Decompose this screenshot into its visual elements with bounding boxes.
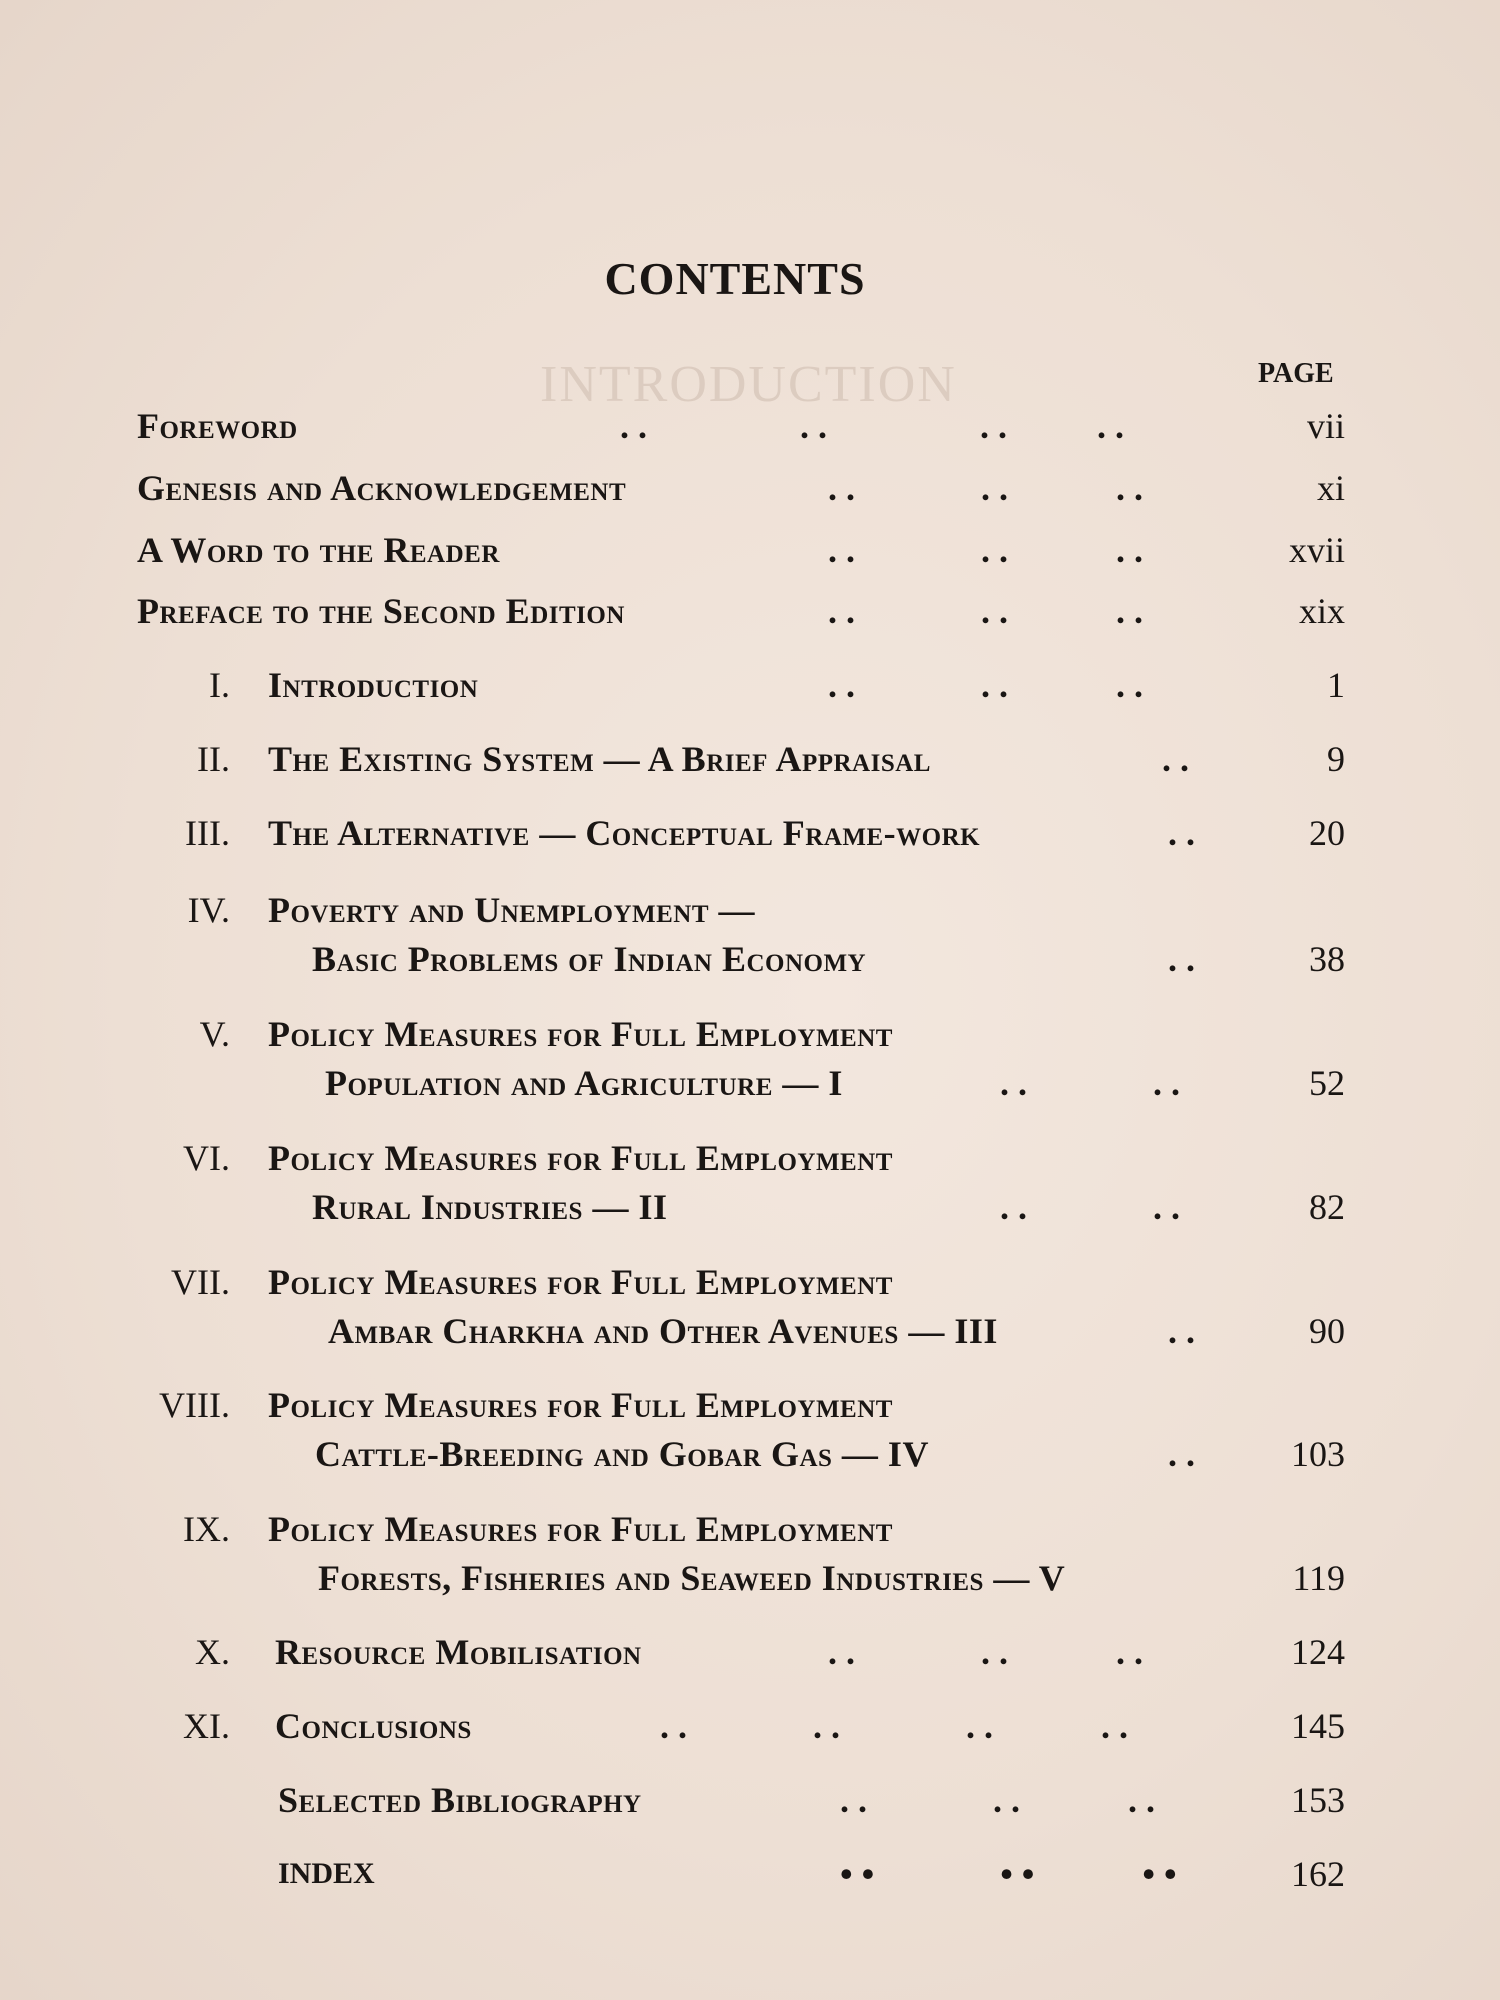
toc-entry-title: Conclusions	[275, 1706, 472, 1746]
toc-entry-continuation	[0, 1557, 1500, 1601]
toc-page-number: 38	[1309, 939, 1345, 979]
toc-page-number: 124	[1291, 1632, 1345, 1672]
toc-entry	[0, 590, 1500, 634]
chapter-number: XI.	[183, 1706, 230, 1746]
leader-dots: . . . . . .	[840, 1780, 1155, 1820]
leader-dots: . .	[1162, 739, 1189, 779]
toc-entry-title: A Word to the Reader	[137, 530, 500, 570]
leader-dots: • • • • • •	[840, 1854, 1177, 1894]
toc-entry-title: Policy Measures for Full Employment	[268, 1262, 893, 1302]
toc-page-number: 145	[1291, 1706, 1345, 1746]
toc-entry-title: Resource Mobilisation	[275, 1632, 642, 1672]
toc-entry-subtitle: Ambar Charkha and Other Avenues — III	[328, 1311, 998, 1351]
toc-page-number: 52	[1309, 1063, 1345, 1103]
toc-entry	[0, 889, 1500, 933]
leader-dots: . .	[1168, 813, 1195, 853]
toc-page-number: 90	[1309, 1311, 1345, 1351]
toc-entry	[0, 405, 1500, 449]
toc-entry-continuation	[0, 1310, 1500, 1354]
toc-entry-subtitle: Forests, Fisheries and Seaweed Industries — V	[318, 1558, 1066, 1598]
toc-page-number: 82	[1309, 1187, 1345, 1227]
toc-entry-continuation	[0, 1186, 1500, 1230]
chapter-number: I.	[209, 665, 230, 705]
toc-page-number: 20	[1309, 813, 1345, 853]
toc-entry-title: Policy Measures for Full Employment	[268, 1138, 893, 1178]
leader-dots: . . . . . .	[828, 530, 1143, 570]
toc-page-number: 9	[1327, 739, 1345, 779]
leader-dots: . . . . . .	[828, 1632, 1143, 1672]
leader-dots: . . . .	[1000, 1063, 1180, 1103]
toc-page-number: xix	[1298, 591, 1345, 631]
toc-entry-continuation	[0, 1062, 1500, 1106]
toc-page-number: 119	[1292, 1558, 1345, 1598]
toc-page-number: 103	[1291, 1434, 1345, 1474]
toc-entry-continuation	[0, 938, 1500, 982]
chapter-number: VIII.	[159, 1385, 230, 1425]
chapter-number: IV.	[187, 890, 230, 930]
leader-dots: . .	[1168, 939, 1195, 979]
toc-entry-title: Policy Measures for Full Employment	[268, 1509, 893, 1549]
toc-entry	[0, 467, 1500, 511]
chapter-number: III.	[185, 813, 230, 853]
toc-entry	[0, 1779, 1500, 1823]
leader-dots: . . . . . . . .	[620, 406, 1124, 446]
toc-entry-title: Foreword	[137, 406, 298, 446]
toc-entry	[0, 1705, 1500, 1749]
leader-dots: . . . . . .	[828, 468, 1143, 508]
toc-entry-title: The Existing System — A Brief Appraisal	[268, 739, 931, 779]
leader-dots: . . . . . .	[828, 591, 1143, 631]
toc-entry-title: Policy Measures for Full Employment	[268, 1014, 893, 1054]
toc-entry	[0, 1508, 1500, 1552]
chapter-number: X.	[195, 1632, 230, 1672]
leader-dots: . .	[1168, 1311, 1195, 1351]
toc-entry	[0, 812, 1500, 856]
chapter-number: II.	[197, 739, 230, 779]
toc-entry	[0, 1013, 1500, 1057]
leader-dots: . . . . . . . .	[660, 1706, 1128, 1746]
toc-entry-continuation	[0, 1433, 1500, 1477]
toc-page-number: xi	[1316, 468, 1345, 508]
toc-entry-title: Genesis and Acknowledgement	[137, 468, 627, 508]
toc-entry	[0, 1853, 1500, 1897]
page-title: CONTENTS	[604, 253, 866, 304]
toc-page-number: 1	[1327, 665, 1345, 705]
toc-page-number: xvii	[1288, 530, 1345, 570]
bleed-through-text: INTRODUCTION	[540, 356, 957, 413]
chapter-number: VI.	[183, 1138, 230, 1178]
chapter-number: IX.	[183, 1509, 230, 1549]
toc-entry-title: Preface to the Second Edition	[137, 591, 625, 631]
chapter-number: V.	[199, 1014, 230, 1054]
toc-entry-subtitle: Cattle-Breeding and Gobar Gas — IV	[315, 1434, 929, 1474]
toc-entry	[0, 1261, 1500, 1305]
toc-entry-title: Selected Bibliography	[278, 1780, 642, 1820]
toc-entry-title: Poverty and Unemployment —	[268, 890, 756, 930]
toc-page-number: vii	[1306, 406, 1345, 446]
toc-page-number: 153	[1291, 1780, 1345, 1820]
toc-entry-title: The Alternative — Conceptual Frame-work	[268, 813, 981, 853]
toc-entry-title: Policy Measures for Full Employment	[268, 1385, 893, 1425]
leader-dots: . . . . . .	[828, 665, 1143, 705]
toc-entry	[0, 1384, 1500, 1428]
toc-entry	[0, 1137, 1500, 1181]
toc-entry-subtitle: Rural Industries — II	[312, 1187, 668, 1227]
toc-entry-subtitle: Population and Agriculture — I	[325, 1063, 843, 1103]
toc-entry	[0, 529, 1500, 573]
toc-entry-subtitle: Basic Problems of Indian Economy	[312, 939, 867, 979]
toc-entry	[0, 664, 1500, 708]
toc-entry-title: Introduction	[268, 665, 479, 705]
page-column-label: PAGE	[1258, 358, 1334, 389]
toc-page-number: 162	[1291, 1854, 1345, 1894]
toc-entry-title: INDEX	[278, 1857, 375, 1890]
leader-dots: . . . .	[1000, 1187, 1180, 1227]
toc-entry	[0, 738, 1500, 782]
toc-entry	[0, 1631, 1500, 1675]
chapter-number: VII.	[171, 1262, 230, 1302]
leader-dots: . .	[1168, 1434, 1195, 1474]
